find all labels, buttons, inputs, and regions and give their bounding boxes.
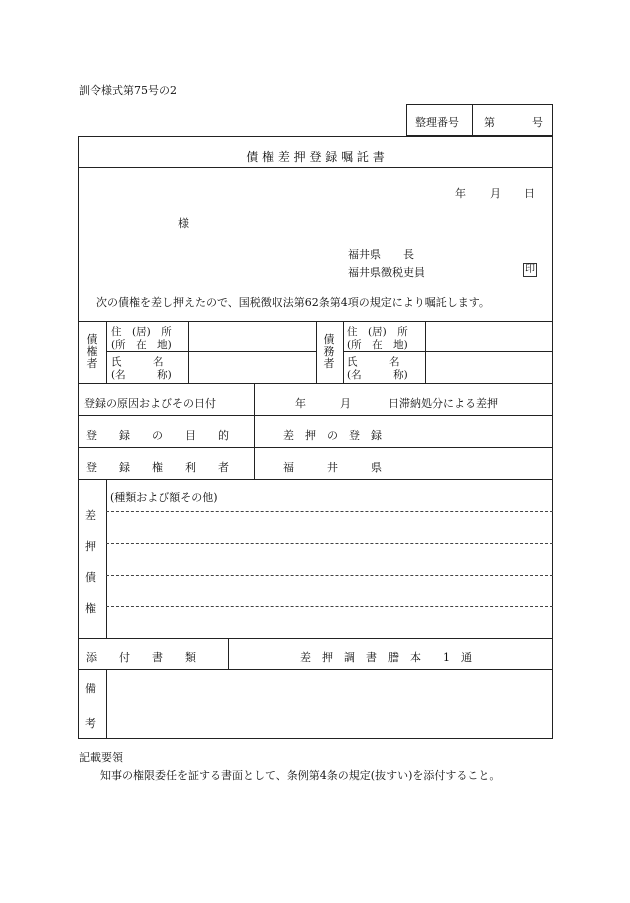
debtor-address-label-2: (所 在 地)	[347, 339, 408, 351]
form-title: 債 権 差 押 登 録 嘱 託 書	[246, 150, 385, 164]
registration-cause-month: 月	[340, 397, 351, 410]
date-year: 年	[455, 187, 466, 200]
registration-purpose-label: 登 録 の 目 的	[86, 429, 229, 442]
form-number: 訓令様式第75号の2	[79, 84, 177, 97]
debtor-name-label-2: (名 称)	[347, 369, 408, 381]
reference-number-suffix: 号	[532, 116, 543, 129]
sender-line1: 福井県 長	[348, 248, 414, 261]
creditor-name-label-2: (名 称)	[111, 369, 172, 381]
creditor-address-label-1: 住 (居) 所	[111, 326, 172, 338]
seized-label-char-2: 押	[85, 540, 96, 553]
debtor-label: 債務者	[323, 333, 335, 370]
registration-holder-label: 登 録 権 利 者	[86, 461, 229, 474]
debtor-address-label-1: 住 (居) 所	[347, 326, 408, 338]
reference-number-label: 整理番号	[415, 116, 459, 129]
registration-holder-value: 福 井 県	[283, 461, 382, 474]
seized-note: (種類および額その他)	[110, 491, 218, 504]
creditor-address-label-2: (所 在 地)	[111, 339, 172, 351]
seized-label-char-4: 権	[85, 602, 96, 615]
creditor-name-label-1: 氏 名	[111, 356, 164, 368]
intro-text: 次の債権を差し押えたので、国税徴収法第62条第4項の規定により嘱託します。	[96, 296, 490, 309]
registration-cause-label: 登録の原因およびその日付	[84, 397, 216, 410]
remarks-label-char-1: 備	[85, 682, 96, 695]
instructions-heading: 記載要領	[79, 751, 123, 764]
remarks-label-char-2: 考	[85, 717, 96, 730]
addressee-suffix: 様	[178, 217, 189, 230]
registration-cause-year: 年	[295, 397, 306, 410]
creditor-label: 債権者	[86, 333, 98, 370]
attachment-value: 差 押 調 書 謄 本 1 通	[300, 651, 472, 664]
attachment-label: 添 付 書 類	[86, 651, 196, 664]
date-month: 月	[490, 187, 501, 200]
debtor-name-label-1: 氏 名	[347, 356, 400, 368]
seized-label-char-1: 差	[85, 509, 96, 522]
sender-line2: 福井県徴税吏員	[348, 266, 425, 279]
registration-cause-rest: 日滞納処分による差押	[388, 397, 498, 410]
seized-label-char-3: 債	[85, 571, 96, 584]
reference-number-prefix: 第	[484, 116, 495, 129]
seal-mark: 印	[525, 264, 535, 275]
registration-purpose-value: 差 押 の 登 録	[283, 429, 382, 442]
date-day: 日	[524, 187, 535, 200]
instructions-text: 知事の権限委任を証する書面として、条例第4条の規定(抜すい)を添付すること。	[100, 769, 501, 782]
